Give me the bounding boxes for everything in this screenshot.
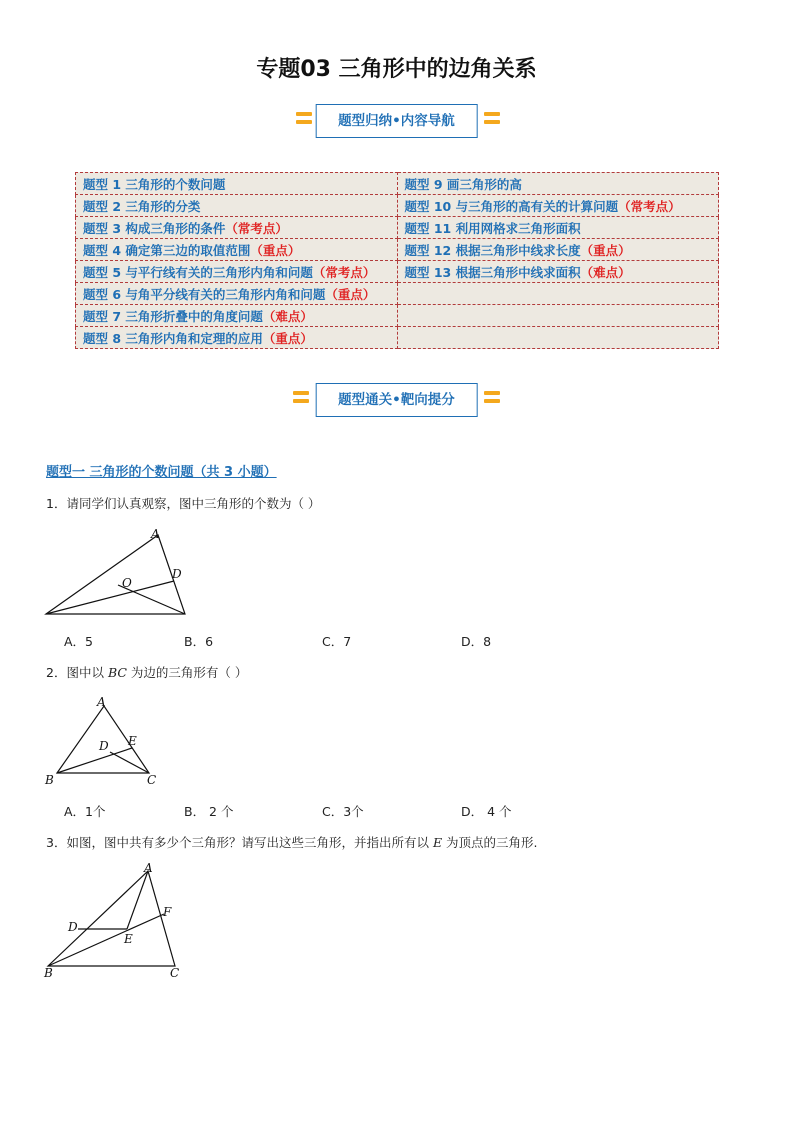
nav-item[interactable] bbox=[76, 195, 398, 217]
nav-item-label: 题型 13 根据三角形中线求面积 bbox=[404, 264, 581, 280]
nav-row bbox=[76, 305, 719, 327]
nav-item[interactable] bbox=[76, 239, 398, 261]
q2-option-b[interactable]: B． 2 个 bbox=[184, 804, 234, 819]
q1-option-c[interactable]: C．7 bbox=[322, 634, 352, 649]
nav-row bbox=[76, 283, 719, 305]
nav-item-tag: （常考点） bbox=[618, 198, 681, 214]
nav-item-tag: （常考点） bbox=[225, 220, 288, 236]
nav-item-label: 题型 12 根据三角形中线求长度 bbox=[404, 242, 581, 258]
label-A: A bbox=[151, 527, 160, 541]
triangle-outline bbox=[48, 871, 175, 966]
nav-row bbox=[76, 195, 719, 217]
left-bars-icon bbox=[296, 112, 312, 128]
nav-item[interactable] bbox=[76, 327, 398, 349]
nav-item bbox=[397, 327, 719, 349]
nav-row bbox=[76, 239, 719, 261]
triangle-outline bbox=[46, 535, 185, 614]
q2-option-a[interactable]: A．1个 bbox=[64, 804, 106, 819]
label-B: B bbox=[44, 966, 53, 980]
nav-banner-label: 题型归纳•内容导航 bbox=[315, 104, 478, 138]
q2-option-c[interactable]: C．3个 bbox=[322, 804, 364, 819]
nav-item-label: 题型 3 构成三角形的条件 bbox=[83, 220, 226, 236]
question-3: 3．如图，图中共有多少个三角形？请写出这些三角形，并指出所有以 E 为顶点的三角形. bbox=[46, 835, 538, 850]
nav-item-tag: （常考点） bbox=[312, 264, 376, 280]
nav-item-label: 题型 10 与三角形的高有关的计算问题 bbox=[404, 198, 619, 214]
nav-row bbox=[76, 327, 719, 349]
nav-item-tag: （重点） bbox=[325, 286, 376, 302]
label-A: A bbox=[97, 695, 106, 709]
label-D: D bbox=[172, 567, 182, 581]
q2-option-d[interactable]: D． 4 个 bbox=[461, 804, 512, 819]
question-2: 2．图中以 BC 为边的三角形有（ ） bbox=[46, 665, 248, 680]
nav-item[interactable] bbox=[397, 195, 719, 217]
nav-item-tag: （重点） bbox=[250, 242, 301, 258]
nav-item-label: 题型 6 与角平分线有关的三角形内角和问题 bbox=[83, 286, 326, 302]
content-nav-table bbox=[75, 172, 719, 349]
q1-option-d[interactable]: D．8 bbox=[461, 634, 492, 649]
nav-item-label: 题型 2 三角形的分类 bbox=[83, 198, 201, 214]
right-bars-icon bbox=[484, 391, 500, 407]
segment-CD bbox=[110, 752, 149, 773]
q1-option-b[interactable]: B．6 bbox=[184, 634, 214, 649]
nav-item-tag: （重点） bbox=[262, 330, 313, 346]
nav-item-tag: （难点） bbox=[580, 264, 631, 280]
section-heading: 题型一 三角形的个数问题（共 3 小题） bbox=[46, 465, 277, 480]
nav-item-label: 题型 4 确定第三边的取值范围 bbox=[83, 242, 251, 258]
nav-item-tag: （难点） bbox=[262, 308, 313, 324]
nav-item[interactable] bbox=[76, 173, 398, 195]
nav-item bbox=[397, 283, 719, 305]
page-title: 专题03 三角形中的边角关系 bbox=[256, 57, 537, 82]
label-C: C bbox=[170, 966, 180, 980]
nav-row bbox=[76, 173, 719, 195]
label-E: E bbox=[128, 734, 137, 748]
nav-item-label: 题型 11 利用网格求三角形面积 bbox=[404, 220, 581, 236]
question-1: 1．请同学们认真观察，图中三角形的个数为（ ） bbox=[46, 496, 321, 511]
nav-item[interactable] bbox=[76, 261, 398, 283]
segment-BF bbox=[48, 914, 164, 966]
segment-AE bbox=[127, 871, 148, 929]
nav-banner bbox=[0, 104, 793, 138]
nav-item-tag: （重点） bbox=[580, 242, 631, 258]
label-C: C bbox=[147, 773, 157, 787]
left-bars-icon bbox=[293, 391, 309, 407]
nav-row bbox=[76, 217, 719, 239]
segment-BD bbox=[46, 581, 174, 614]
nav-item[interactable] bbox=[397, 239, 719, 261]
nav-item-label: 题型 9 画三角形的高 bbox=[404, 176, 522, 192]
right-bars-icon bbox=[484, 112, 500, 128]
nav-item-label: 题型 7 三角形折叠中的角度问题 bbox=[83, 308, 263, 324]
nav-item-label: 题型 8 三角形内角和定理的应用 bbox=[83, 330, 263, 346]
nav-item[interactable] bbox=[397, 217, 719, 239]
nav-item bbox=[397, 305, 719, 327]
practice-banner-label: 题型通关•靶向提分 bbox=[315, 383, 478, 417]
nav-item-label: 题型 1 三角形的个数问题 bbox=[83, 176, 226, 192]
nav-item[interactable] bbox=[397, 261, 719, 283]
label-A: A bbox=[144, 861, 153, 875]
nav-item[interactable] bbox=[397, 173, 719, 195]
label-F: F bbox=[163, 905, 172, 919]
nav-item[interactable] bbox=[76, 305, 398, 327]
nav-item[interactable] bbox=[76, 283, 398, 305]
figure-2 bbox=[40, 692, 170, 792]
figure-1 bbox=[40, 525, 200, 625]
q1-option-a[interactable]: A．5 bbox=[64, 634, 94, 649]
practice-banner bbox=[0, 383, 793, 417]
nav-item-label: 题型 5 与平行线有关的三角形内角和问题 bbox=[83, 264, 313, 280]
label-B: B bbox=[45, 773, 54, 787]
nav-row bbox=[76, 261, 719, 283]
figure-3 bbox=[40, 856, 200, 986]
label-O: O bbox=[122, 576, 132, 590]
nav-item[interactable] bbox=[76, 217, 398, 239]
label-D: D bbox=[99, 739, 109, 753]
segment-BE bbox=[57, 748, 132, 773]
label-E: E bbox=[124, 932, 133, 946]
label-D: D bbox=[68, 920, 78, 934]
